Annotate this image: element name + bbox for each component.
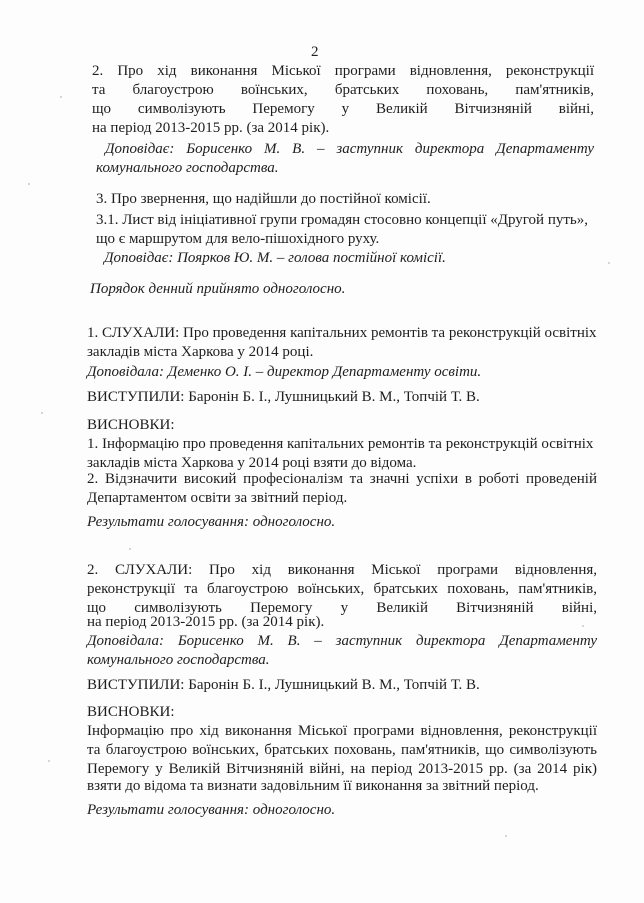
- section-2-conclusion: та благоустрою воїнських, братських поховань, пам'ятників, що символізують: [87, 742, 597, 758]
- scan-speck: [28, 183, 30, 185]
- scan-speck: [608, 262, 610, 264]
- scan-speck: [60, 96, 62, 98]
- page-number: 2: [311, 44, 319, 60]
- agenda-item-2-line: що символізують Перемогу у Великій Вітчизняній війні,: [92, 101, 594, 117]
- agenda-item-2-line: на період 2013-2015 рр. (за 2014 рік).: [92, 120, 330, 136]
- section-1-heard: 1. СЛУХАЛИ: Про проведення капітальних ремонтів та реконструкцій освітніх: [87, 325, 597, 341]
- scan-speck: [129, 548, 131, 550]
- agenda-item-3-title: 3. Про звернення, що надійшли до постійної комісії.: [96, 191, 431, 207]
- section-1-conclusions-title: ВИСНОВКИ:: [87, 417, 175, 433]
- section-2-conclusion: Перемогу у Великій Вітчизняній війні, на період 2013-2015 рр. (за 2014 рік): [87, 761, 597, 777]
- section-2-heard: на період 2013-2015 рр. (за 2014 рік).: [87, 614, 325, 630]
- section-1-conclusion: 2. Відзначити високий професіоналізм та значні успіхи в роботі проведеній: [87, 471, 597, 487]
- section-2-conclusion: взяти до відома та визнати задовільним її виконання за звітний період.: [87, 778, 539, 794]
- agenda-item-2-speaker: Доповідає: Борисенко М. В. – заступник директора Департаменту: [105, 141, 594, 157]
- section-1-conclusion: 1. Інформацію про проведення капітальних ремонтів та реконструкцій освітніх: [87, 436, 594, 452]
- scan-speck: [505, 835, 507, 837]
- agenda-item-3-sub: що є маршрутом для вело-пішохідного руху.: [96, 231, 380, 247]
- section-2-heard: 2. СЛУХАЛИ: Про хід виконання Міської програми відновлення,: [87, 562, 597, 578]
- agenda-item-2-speaker: комунального господарства.: [96, 160, 279, 176]
- agenda-item-2-line: 2. Про хід виконання Міської програми відновлення, реконструкції: [92, 63, 594, 79]
- agenda-item-2-line: та благоустрою воїнських, братських поховань, пам'ятників,: [92, 82, 594, 98]
- section-2-speaker: Доповідала: Борисенко М. В. – заступник директора Департаменту: [87, 633, 597, 649]
- scan-speck: [48, 760, 50, 762]
- section-2-conclusions-title: ВИСНОВКИ:: [87, 704, 175, 720]
- section-2-spoke: ВИСТУПИЛИ: Баронін Б. І., Лушницький В. М., Топчій Т. В.: [87, 677, 480, 693]
- agenda-approved: Порядок денний прийнято одноголосно.: [90, 281, 346, 297]
- section-2-conclusion: Інформацію про хід виконання Міської програми відновлення, реконструкції: [87, 723, 597, 739]
- section-1-vote: Результати голосування: одноголосно.: [87, 514, 336, 530]
- section-2-speaker: комунального господарства.: [87, 652, 270, 668]
- section-1-heard: закладів міста Харкова у 2014 році.: [87, 344, 314, 360]
- scan-speck: [582, 625, 584, 627]
- section-1-spoke: ВИСТУПИЛИ: Баронін Б. І., Лушницький В. М., Топчій Т. В.: [87, 389, 480, 405]
- agenda-item-3-speaker: Доповідає: Поярков Ю. М. – голова постійної комісії.: [104, 250, 446, 266]
- section-1-conclusion: закладів міста Харкова у 2014 році взяти до відома.: [87, 455, 417, 471]
- scan-speck: [41, 412, 43, 414]
- section-1-conclusion: Департаментом освіти за звітний період.: [87, 490, 348, 506]
- section-2-heard: реконструкції та благоустрою воїнських, братських поховань, пам'ятників,: [87, 581, 597, 597]
- section-1-speaker: Доповідала: Деменко О. І. – директор Департаменту освіти.: [87, 364, 482, 380]
- agenda-item-3-sub: 3.1. Лист від ініціативної групи громадян стосовно концепції «Другой путь»,: [96, 212, 589, 228]
- section-2-heard: що символізують Перемогу у Великій Вітчизняній війні,: [87, 600, 597, 616]
- section-2-vote: Результати голосування: одноголосно.: [87, 802, 336, 818]
